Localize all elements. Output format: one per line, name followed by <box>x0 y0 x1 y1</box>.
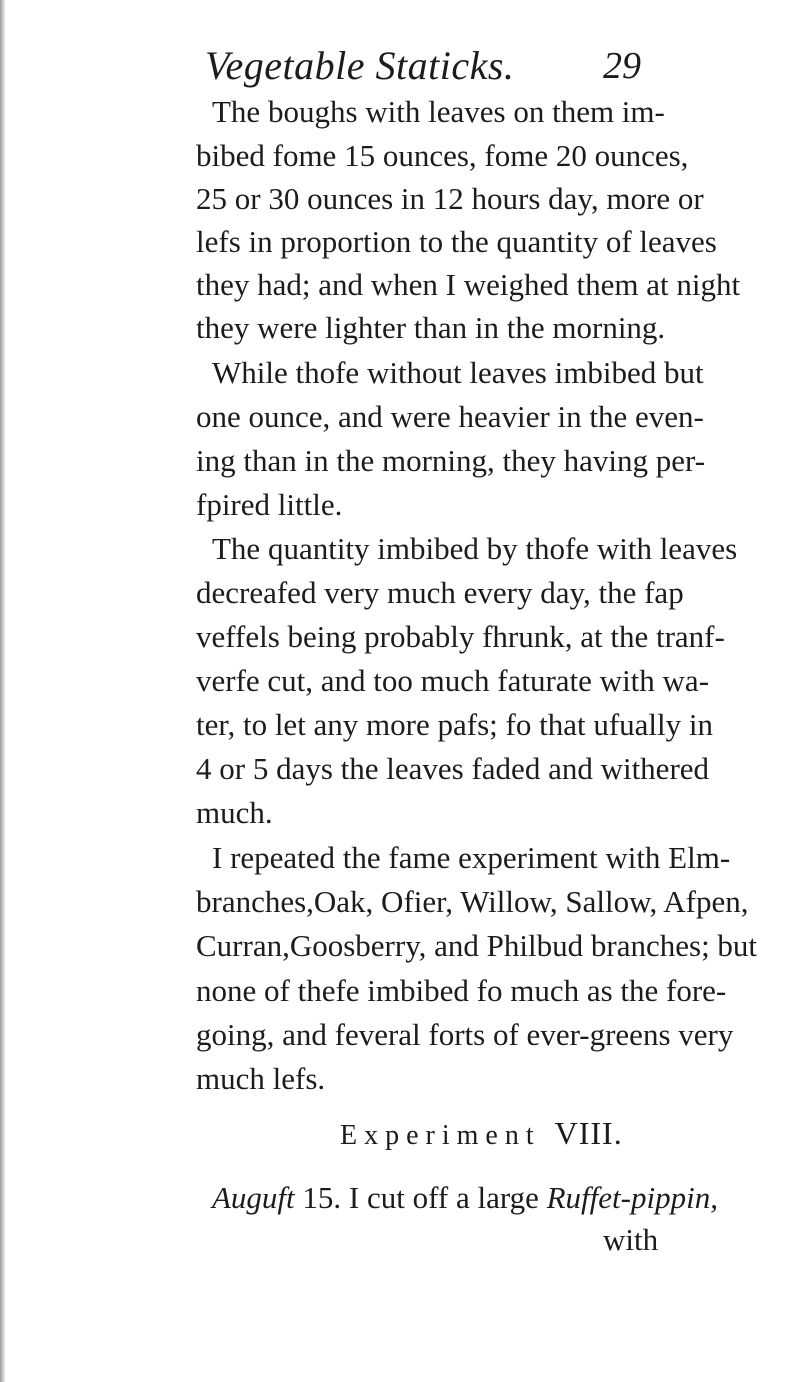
catchword: with <box>603 1222 659 1257</box>
text-line: veffels being probably fhrunk, at the tranf- <box>196 619 725 654</box>
text-line: one ounce, and were heavier in the even- <box>196 399 704 434</box>
section-heading <box>340 1115 623 1152</box>
text-line: 25 or 30 ounces in 12 hours day, more or <box>196 181 704 216</box>
text-line: While thofe without leaves imbibed but <box>212 355 704 390</box>
text-line: Curran,Goosberry, and Philbud branches; but <box>196 928 758 963</box>
section-heading-word: Experiment <box>340 1120 541 1151</box>
text-line: ing than in the morning, they having per- <box>196 443 706 478</box>
date-month: Auguft <box>212 1180 295 1215</box>
text-line: lefs in proportion to the quantity of leaves <box>196 224 717 259</box>
apple-variety: Ruffet-pippin, <box>546 1180 718 1215</box>
running-title: Vegetable Staticks. <box>205 43 515 88</box>
section-heading-numeral: VIII. <box>554 1115 623 1151</box>
experiment-opening-line <box>0 1178 800 1218</box>
text-line: ter, to let any more pafs; fo that ufually in <box>196 707 713 742</box>
text-line: fpired little. <box>196 487 343 522</box>
text-line: decreafed very much every day, the fap <box>196 575 684 610</box>
text-line: verfe cut, and too much faturate with wa- <box>196 663 710 698</box>
running-head <box>205 42 665 94</box>
text-line: much. <box>196 795 273 830</box>
text-line: none of thefe imbibed fo much as the fore- <box>196 973 727 1008</box>
text-line: they were lighter than in the morning. <box>196 310 666 345</box>
text-line: branches,Oak, Ofier, Willow, Sallow, Afpen, <box>196 884 749 919</box>
text-line: I repeated the fame experiment with Elm- <box>212 840 731 875</box>
page-number: 29 <box>603 45 641 87</box>
text-line: The quantity imbibed by thofe with leaves <box>212 531 738 566</box>
text-line: 4 or 5 days the leaves faded and withered <box>196 751 710 786</box>
text-line: The boughs with leaves on them im- <box>212 94 665 129</box>
date-and-text: 15. I cut off a large <box>294 1180 547 1215</box>
text-line: they had; and when I weighed them at night <box>196 267 741 302</box>
text-line: bibed fome 15 ounces, fome 20 ounces, <box>196 138 689 173</box>
text-line: going, and feveral forts of ever-greens very <box>196 1017 734 1052</box>
text-line: much lefs. <box>196 1061 326 1096</box>
